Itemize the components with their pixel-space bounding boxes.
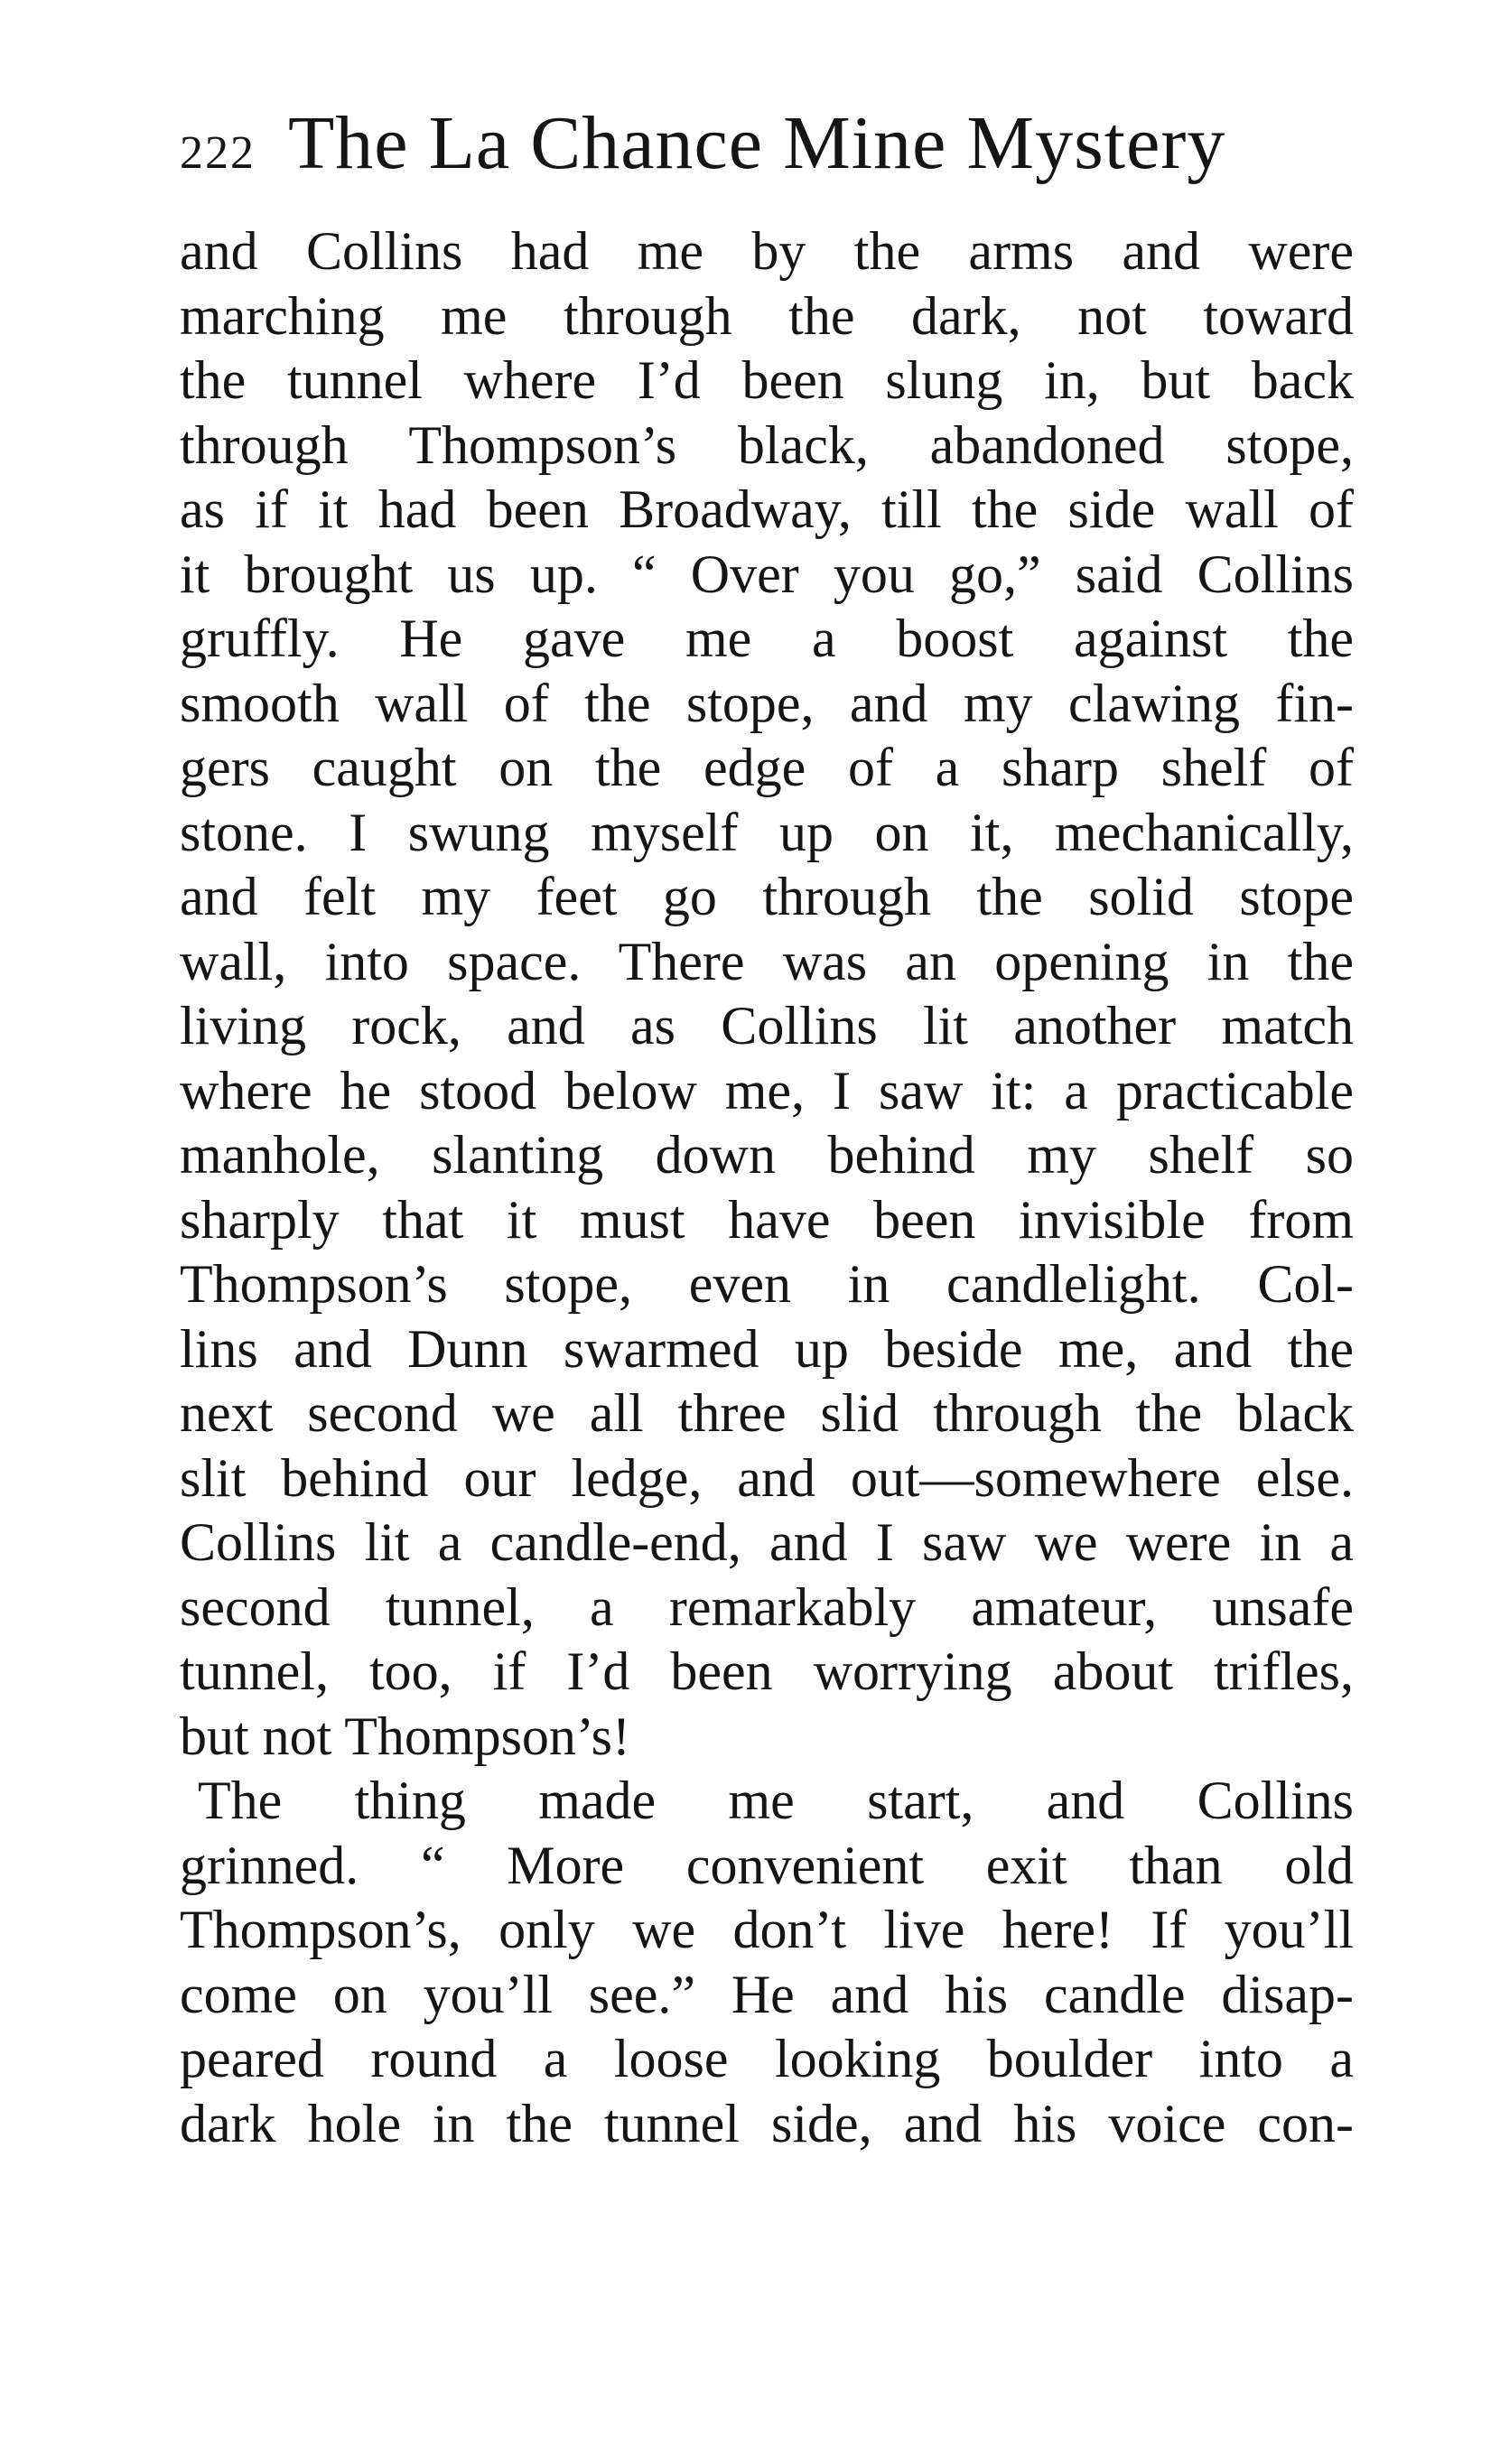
text-line: Thompson’s, only we don’t live here! If you’ll xyxy=(180,1900,1354,1959)
text-line: stone. I swung myself up on it, mechanically, xyxy=(180,802,1354,862)
text-line: lins and Dunn swarmed up beside me, and the xyxy=(180,1318,1354,1379)
text-line: smooth wall of the stope, and my clawing fin- xyxy=(180,673,1354,733)
text-line: and Collins had me by the arms and were xyxy=(180,221,1354,281)
text-line: as if it had been Broadway, till the side wall of xyxy=(180,479,1354,539)
text-line: Collins lit a candle-end, and I saw we were in a xyxy=(180,1512,1354,1572)
text-line: marching me through the dark, not toward xyxy=(180,285,1354,346)
text-line: dark hole in the tunnel side, and his voice con- xyxy=(180,2093,1354,2153)
text-line: it brought us up. “ Over you go,” said Collins xyxy=(180,544,1354,604)
text-line: second tunnel, a remarkably amateur, unsafe xyxy=(180,1576,1354,1637)
paragraph-start-line: The thing made me start, and Collins xyxy=(198,1771,1354,1830)
text-line: tunnel, too, if I’d been worrying about trifles, xyxy=(180,1641,1354,1701)
text-line: living rock, and as Collins lit another match xyxy=(180,996,1354,1055)
text-line: come on you’ll see.” He and his candle disap- xyxy=(180,1964,1354,2024)
text-line: grinned. “ More convenient exit than old xyxy=(180,1835,1354,1895)
text-line: Thompson’s stope, even in candlelight. Col- xyxy=(180,1254,1354,1314)
text-line: slit behind our ledge, and out—somewhere else. xyxy=(180,1447,1354,1508)
text-line: wall, into space. There was an opening in the xyxy=(180,931,1354,991)
book-title: The La Chance Mine Mystery xyxy=(288,101,1226,185)
text-line: and felt my feet go through the solid stope xyxy=(180,867,1354,926)
text-line: manhole, slanting down behind my shelf so xyxy=(180,1125,1354,1185)
running-head xyxy=(180,99,1354,208)
text-line: gruffly. He gave me a boost against the xyxy=(180,609,1354,668)
text-line: gers caught on the edge of a sharp shelf of xyxy=(180,738,1354,797)
body-text xyxy=(180,219,1354,2156)
text-line: next second we all three slid through the black xyxy=(180,1383,1354,1443)
text-line: peared round a loose looking boulder into a xyxy=(180,2029,1354,2088)
paragraph-end-line: but not Thompson’s! xyxy=(180,1706,630,1766)
page-number: 222 xyxy=(180,127,256,179)
text-line: the tunnel where I’d been slung in, but back xyxy=(180,350,1354,410)
text-line: where he stood below me, I saw it: a practicable xyxy=(180,1060,1354,1120)
text-line: through Thompson’s black, abandoned stope, xyxy=(180,414,1354,475)
text-line: sharply that it must have been invisible from xyxy=(180,1189,1354,1250)
